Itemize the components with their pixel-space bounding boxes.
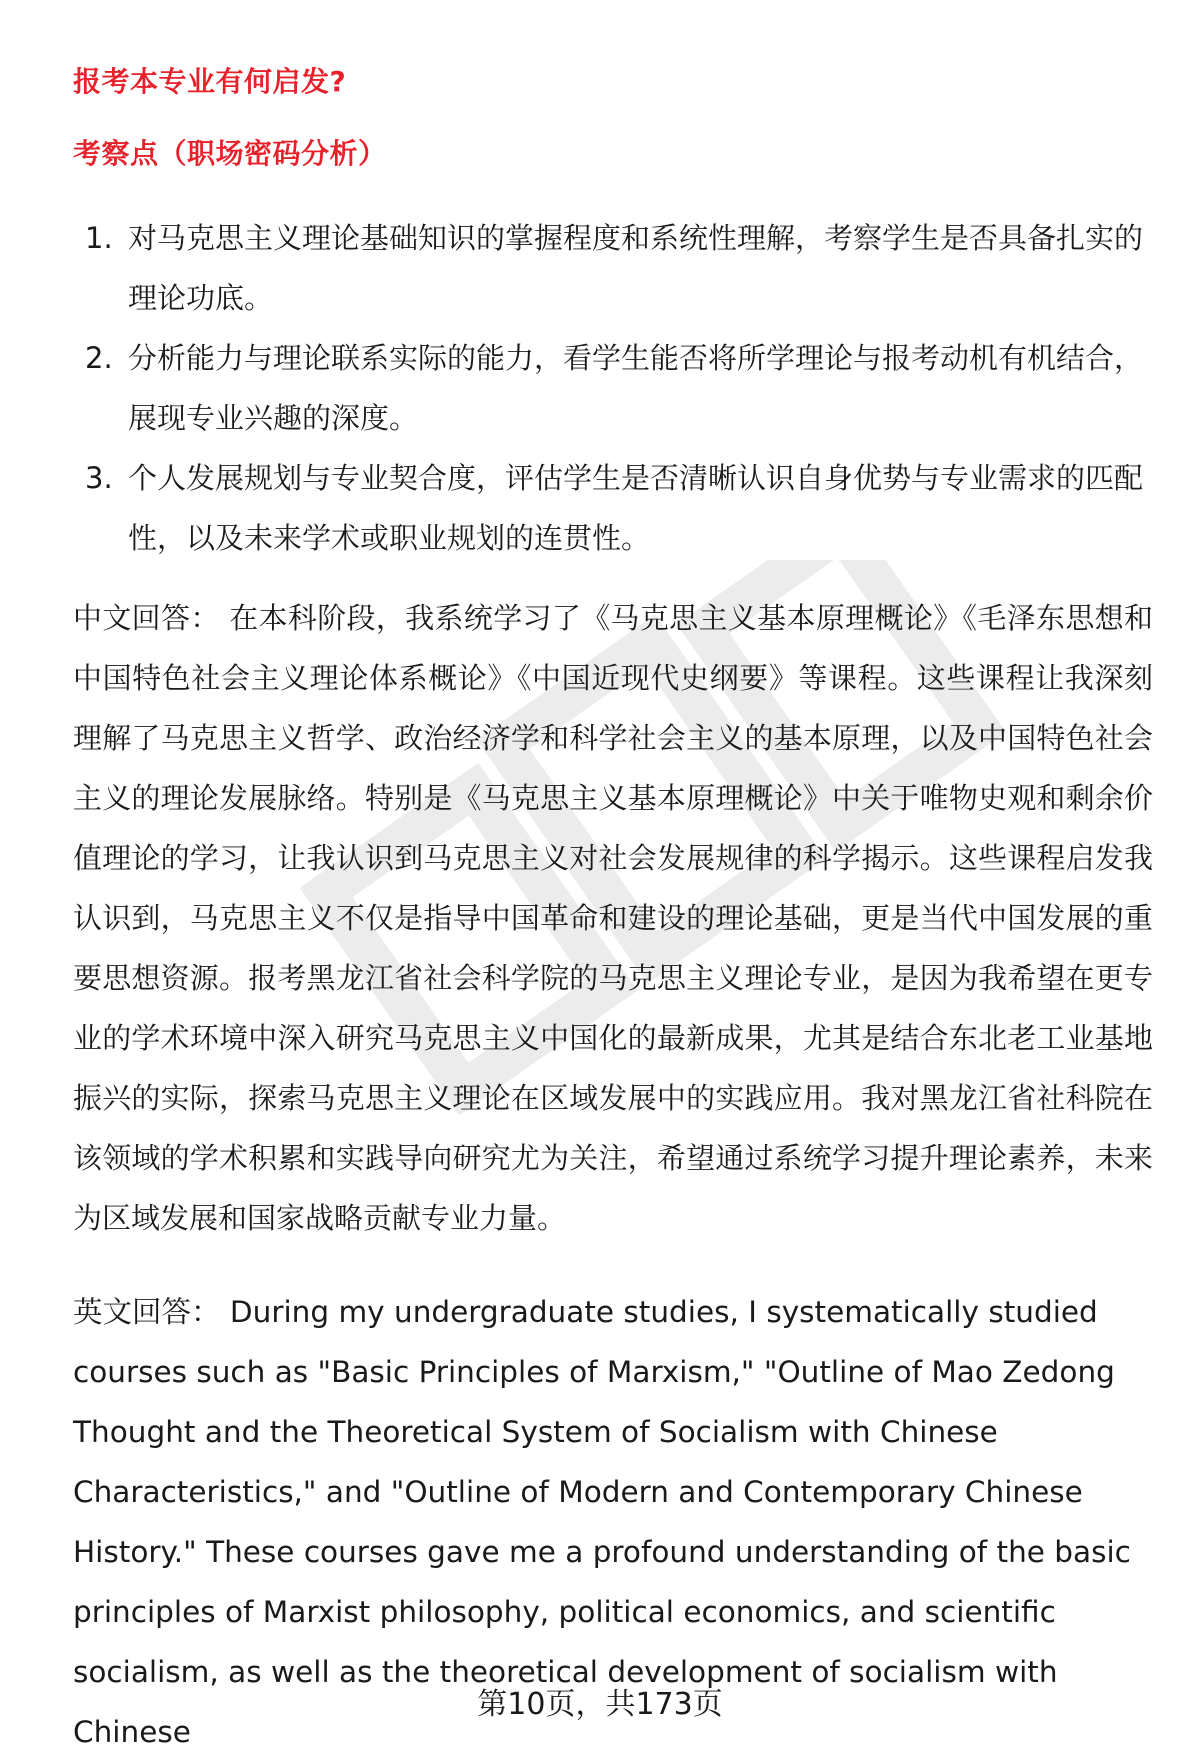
assessment-points-list [73, 208, 1143, 568]
list-item-text: 对马克思主义理论基础知识的掌握程度和系统性理解，考察学生是否具备扎实的理论功底。 [128, 221, 1144, 315]
english-answer-text: During my undergraduate studies, I systematically studied courses such as "Basic Principles of Marxism," "Outline of Mao Zedong Thought and the Theoretical System of Socialism with Chinese Characteristics," and "Outline of Modern and Contemporary Chinese History." These courses gave me a profound understanding of the basic principles of Marxist philosophy, political economics, and scientific socialism, as well as the theoretical development of socialism with Chinese [73, 1295, 1131, 1749]
list-item [73, 448, 1143, 568]
list-item-text: 分析能力与理论联系实际的能力，看学生能否将所学理论与报考动机有机结合，展现专业兴趣的深度。 [128, 341, 1144, 435]
section-heading-assessment: 考察点（职场密码分析） [73, 137, 387, 170]
chinese-answer-text: 在本科阶段，我系统学习了《马克思主义基本原理概论》《毛泽东思想和中国特色社会主义理论体系概论》《中国近现代史纲要》等课程。这些课程让我深刻理解了马克思主义哲学、政治经济学和科学社会主义的基本原理，以及中国特色社会主义的理论发展脉络。特别是《马克思主义基本原理概论》中关于唯物史观和剩余价值理论的学习，让我认识到马克思主义对社会发展规律的科学揭示。这些课程启发我认识到，马克思主义不仅是指导中国革命和建设的理论基础，更是当代中国发展的重要思想资源。报考黑龙江省社会科学院的马克思主义理论专业，是因为我希望在更专业的学术环境中深入研究马克思主义中国化的最新成果，尤其是结合东北老工业基地振兴的实际，探索马克思主义理论在区域发展中的实践应用。我对黑龙江省社科院在该领域的学术积累和实践导向研究尤为关注，希望通过系统学习提升理论素养，未来为区域发展和国家战略贡献专业力量。 [73, 601, 1153, 1235]
chinese-answer-label: 中文回答： [73, 601, 220, 635]
list-item [73, 208, 1143, 328]
chinese-answer-paragraph [73, 588, 1153, 1248]
list-item-number: 2. [85, 341, 113, 375]
english-answer-label: 英文回答： [73, 1295, 221, 1329]
list-item [73, 328, 1143, 448]
section-heading-inspiration: 报考本专业有何启发? [73, 65, 347, 98]
list-item-text: 个人发展规划与专业契合度，评估学生是否清晰认识自身优势与专业需求的匹配性，以及未来学术或职业规划的连贯性。 [128, 461, 1144, 555]
list-item-number: 3. [85, 461, 113, 495]
list-item-number: 1. [85, 221, 113, 255]
page-number-footer: 第10页，共173页 [477, 1687, 723, 1722]
